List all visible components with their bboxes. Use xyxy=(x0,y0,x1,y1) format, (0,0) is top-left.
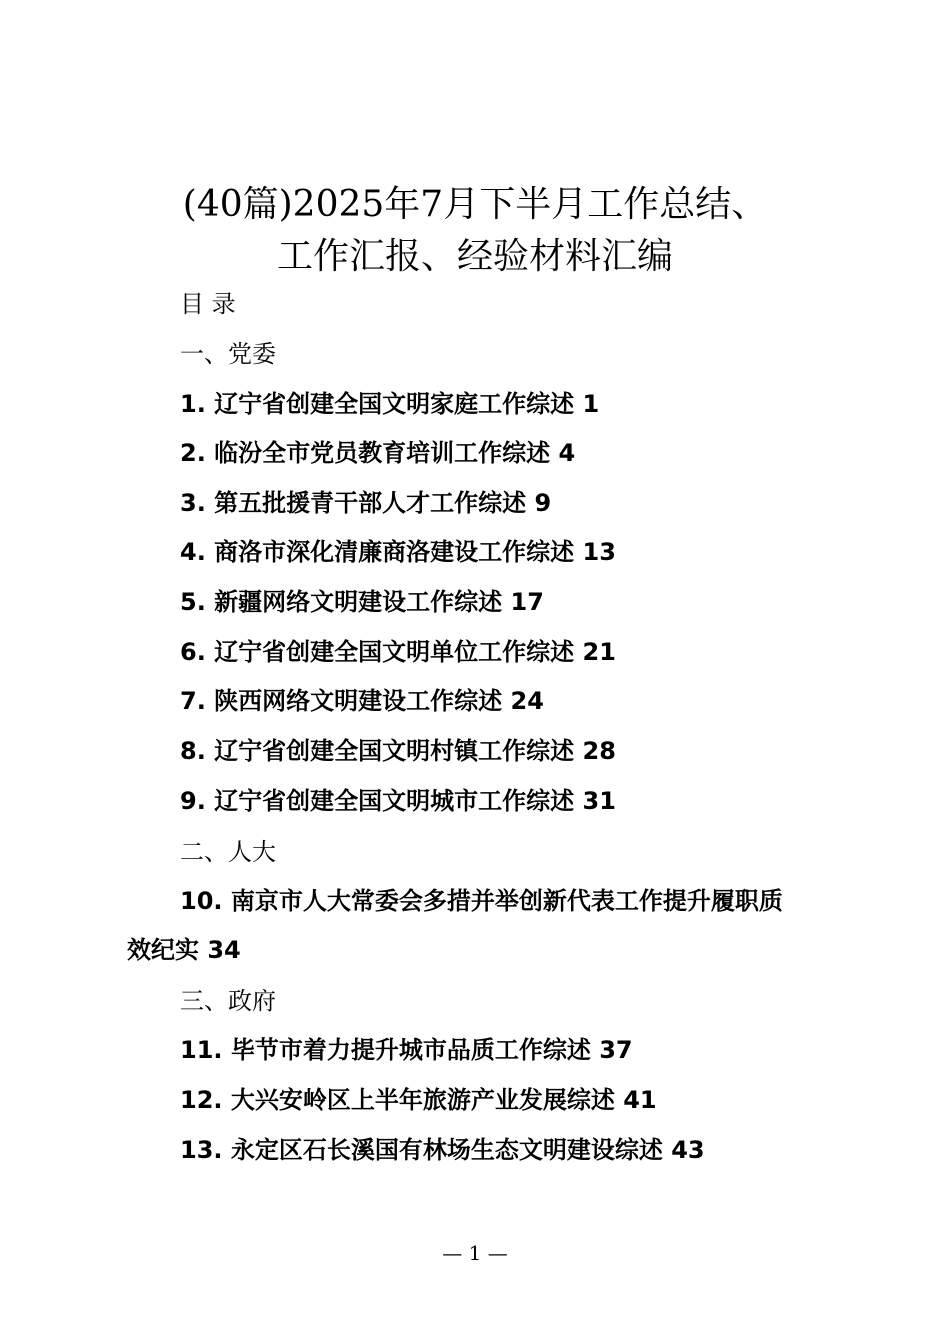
toc-entry: 1. 辽宁省创建全国文明家庭工作综述 1 xyxy=(180,390,600,418)
toc-entry: 11. 毕节市着力提升城市品质工作综述 37 xyxy=(180,1036,633,1064)
toc-entry: 3. 第五批援青干部人才工作综述 9 xyxy=(180,489,552,517)
section-heading-government: 三、政府 xyxy=(180,987,276,1015)
toc-entry: 2. 临汾全市党员教育培训工作综述 4 xyxy=(180,439,576,467)
toc-entry: 10. 南京市人大常委会多措并举创新代表工作提升履职质 xyxy=(180,887,783,915)
page-number: — 1 — xyxy=(442,1241,508,1265)
toc-entry: 8. 辽宁省创建全国文明村镇工作综述 28 xyxy=(180,737,616,765)
document-title-line-1: (40篇)2025年7月下半月工作总结、 xyxy=(182,184,768,225)
toc-entry: 4. 商洛市深化清廉商洛建设工作综述 13 xyxy=(180,538,616,566)
toc-entry: 7. 陕西网络文明建设工作综述 24 xyxy=(180,687,544,715)
section-heading-party: 一、党委 xyxy=(180,340,276,368)
toc-entry: 6. 辽宁省创建全国文明单位工作综述 21 xyxy=(180,638,616,666)
toc-entry: 12. 大兴安岭区上半年旅游产业发展综述 41 xyxy=(180,1086,657,1114)
toc-label: 目 录 xyxy=(180,290,236,318)
document-title-line-2: 工作汇报、经验材料汇编 xyxy=(276,236,673,277)
toc-entry: 5. 新疆网络文明建设工作综述 17 xyxy=(180,588,544,616)
toc-entry: 9. 辽宁省创建全国文明城市工作综述 31 xyxy=(180,787,616,815)
toc-entry-continuation: 效纪实 34 xyxy=(127,936,241,964)
section-heading-npc: 二、人大 xyxy=(180,838,276,866)
toc-entry: 13. 永定区石长溪国有林场生态文明建设综述 43 xyxy=(180,1136,705,1164)
